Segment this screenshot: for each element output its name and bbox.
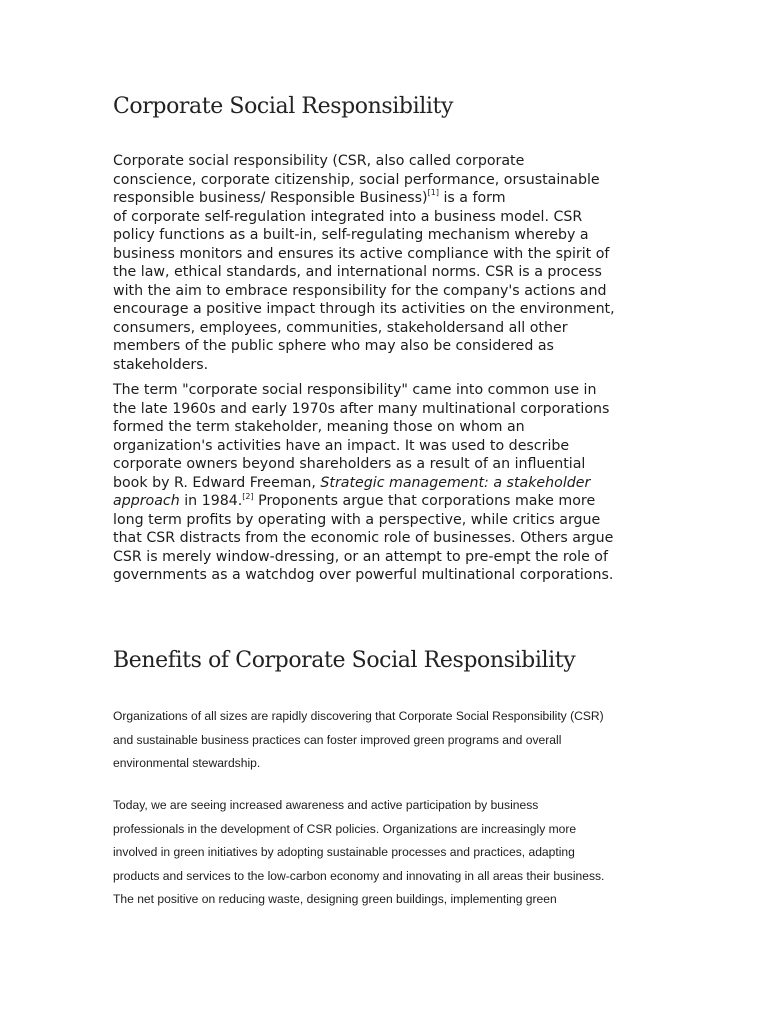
book-title-italic: approach <box>113 493 180 510</box>
text-line: stakeholders. <box>113 357 209 374</box>
paragraph-csr-history <box>113 381 653 585</box>
text-line: encourage a positive impact through its activities on the environment, <box>113 301 615 318</box>
text-line: organization's activities have an impact. It was used to describe <box>113 437 570 454</box>
text-line <box>113 189 653 208</box>
text-line: of corporate self-regulation integrated into a business model. CSR <box>113 208 583 225</box>
paragraph-csr-definition <box>113 152 653 375</box>
section-title-csr: Corporate Social Responsibility <box>113 94 453 119</box>
text-fragment: is a form <box>438 190 506 207</box>
citation-link[interactable]: [1] <box>427 188 439 198</box>
paragraph-benefits-intro <box>113 705 653 776</box>
text-line: conscience, corporate citizenship, social performance, orsustainable <box>113 171 600 188</box>
text-line: the late 1960s and early 1970s after many multinational corporations <box>113 400 610 417</box>
text-line: The term "corporate social responsibility" came into common use in <box>113 382 597 398</box>
text-line: CSR is merely window-dressing, or an attempt to pre-empt the role of <box>113 548 608 565</box>
text-line: policy functions as a built-in, self-regulating mechanism whereby a <box>113 227 589 244</box>
text-line: professionals in the development of CSR policies. Organizations are increasingly more <box>113 821 577 836</box>
book-title-italic: Strategic management: a stakeholder <box>320 474 591 491</box>
text-line: business monitors and ensures its active compliance with the spirit of <box>113 245 610 262</box>
text-line: Today, we are seeing increased awareness and active participation by business <box>113 798 539 812</box>
text-line: environmental stewardship. <box>113 756 261 770</box>
section-title-benefits: Benefits of Corporate Social Responsibility <box>113 648 576 673</box>
text-line: and sustainable business practices can foster improved green programs and overall <box>113 732 562 747</box>
text-line: that CSR distracts from the economic role of businesses. Others argue <box>113 530 614 547</box>
text-line: long term profits by operating with a perspective, while critics argue <box>113 511 601 528</box>
text-line: corporate owners beyond shareholders as a result of an influential <box>113 456 586 473</box>
paragraph-benefits-today <box>113 794 653 912</box>
citation-link[interactable]: [2] <box>242 491 254 501</box>
text-line: with the aim to embrace responsibility for the company's actions and <box>113 282 607 299</box>
text-fragment: Proponents argue that corporations make more <box>253 493 596 510</box>
text-line <box>113 492 653 511</box>
text-line: the law, ethical standards, and international norms. CSR is a process <box>113 264 602 281</box>
text-line: governments as a watchdog over powerful multinational corporations. <box>113 567 614 584</box>
text-line: products and services to the low-carbon economy and innovating in all areas their business. <box>113 868 605 883</box>
text-fragment: in 1984. <box>179 493 243 510</box>
text-line: involved in green initiatives by adopting sustainable processes and practices, adapting <box>113 845 575 859</box>
text-line: formed the term stakeholder, meaning those on whom an <box>113 419 525 436</box>
text-fragment: responsible business/ Responsible Business) <box>113 190 428 207</box>
text-line: The net positive on reducing waste, designing green buildings, implementing green <box>113 892 557 906</box>
text-line: Corporate social responsibility (CSR, also called corporate <box>113 153 525 169</box>
text-line: consumers, employees, communities, stakeholdersand all other <box>113 319 568 336</box>
text-line: Organizations of all sizes are rapidly discovering that Corporate Social Responsibility (CSR) <box>113 709 604 723</box>
text-fragment: book by R. Edward Freeman, <box>113 474 321 491</box>
text-line <box>113 474 653 493</box>
text-line: members of the public sphere who may also be considered as <box>113 338 554 355</box>
